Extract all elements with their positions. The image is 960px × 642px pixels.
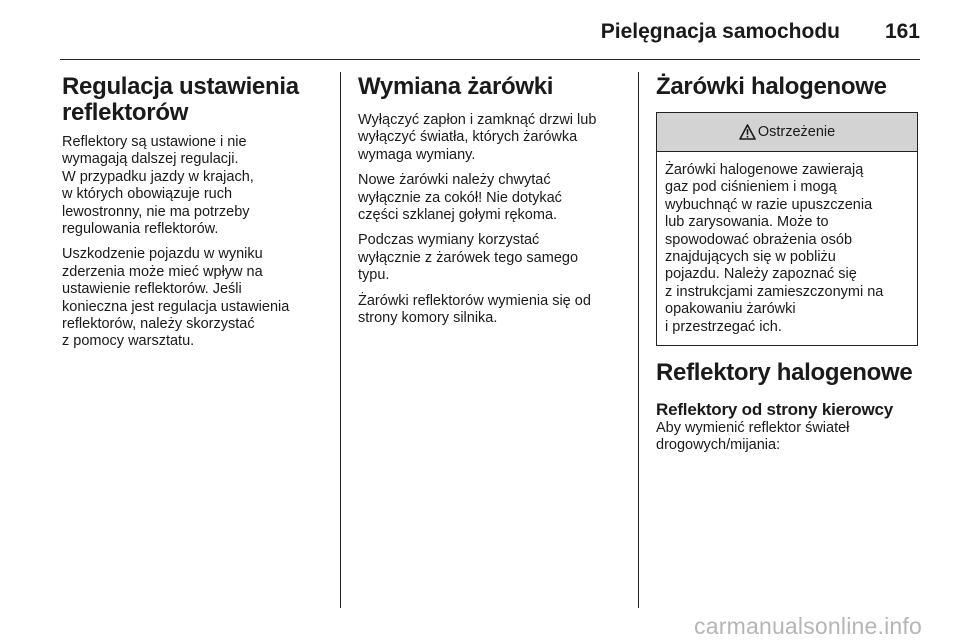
column-headlight-adjustment: [62, 74, 330, 351]
warning-title: Ostrzeżenie: [757, 124, 836, 140]
warning-triangle-icon: [739, 124, 756, 140]
page-header: [60, 14, 920, 56]
section-heading-halogen-headlights: Reflektory halogenowe: [656, 359, 913, 387]
section-heading-bulb-replacement: Wymiana żarówki: [358, 73, 554, 100]
paragraph-collision-damage: Uszkodzenie pojazdu w wyniku zderzenia może mieć wpływ na ustawienie reflektorów. Jeśli konieczna jest regulacja ustawienia reflektorów, należy skorzystać z pomocy warsztatu.: [62, 246, 290, 350]
chapter-title: Pielęgnacja samochodu: [600, 20, 840, 43]
column-bulb-replacement: [358, 74, 628, 327]
column-halogen-bulbs: [656, 74, 920, 455]
paragraph-replace-instructions: Aby wymienić reflektor świateł drogowych/mijania:: [656, 420, 850, 454]
section-heading-headlight-adjustment: Regulacja ustawienia reflektorów: [62, 73, 299, 126]
header-divider: [60, 59, 920, 60]
paragraph-same-type: Podczas wymiany korzystać wyłącznie z żarówek tego samego typu.: [358, 232, 579, 284]
watermark: carmanualsonline.info: [694, 613, 922, 639]
warning-header: [657, 113, 917, 152]
paragraph-engine-compartment: Żarówki reflektorów wymienia się od strony komory silnika.: [358, 292, 591, 327]
paragraph-switch-off: Wyłączyć zapłon i zamknąć drzwi lub wyłączyć światła, których żarówka wymaga wymiany.: [358, 112, 597, 163]
warning-text: Żarówki halogenowe zawierają gaz pod ciśnieniem i mogą wybuchnąć w razie upuszczenia lub zarysowania. Może to spowodować obrażenia osób znajdujących się w pobliżu pojazdu. Należy zapoznać się z instrukcjami zamieszczonymi na opakowaniu żarówki i przestrzegać ich.: [665, 162, 884, 335]
paragraph-adjustment-info: Reflektory są ustawione i nie wymagają dalszej regulacji. W przypadku jazdy w krajach, w których obowiązuje ruch lewostronny, nie ma potrzeby regulowania reflektorów.: [62, 134, 254, 238]
paragraph-hold-base: Nowe żarówki należy chwytać wyłącznie za cokół! Nie dotykać części szklanej gołymi rękoma.: [358, 172, 562, 224]
section-heading-halogen-bulbs: Żarówki halogenowe: [656, 73, 887, 100]
subheading-driver-side: Reflektory od strony kierowcy: [656, 400, 893, 420]
column-divider-2: [638, 72, 639, 608]
warning-box: [656, 112, 918, 346]
column-divider-1: [340, 72, 341, 608]
page-number: 161: [884, 20, 920, 43]
